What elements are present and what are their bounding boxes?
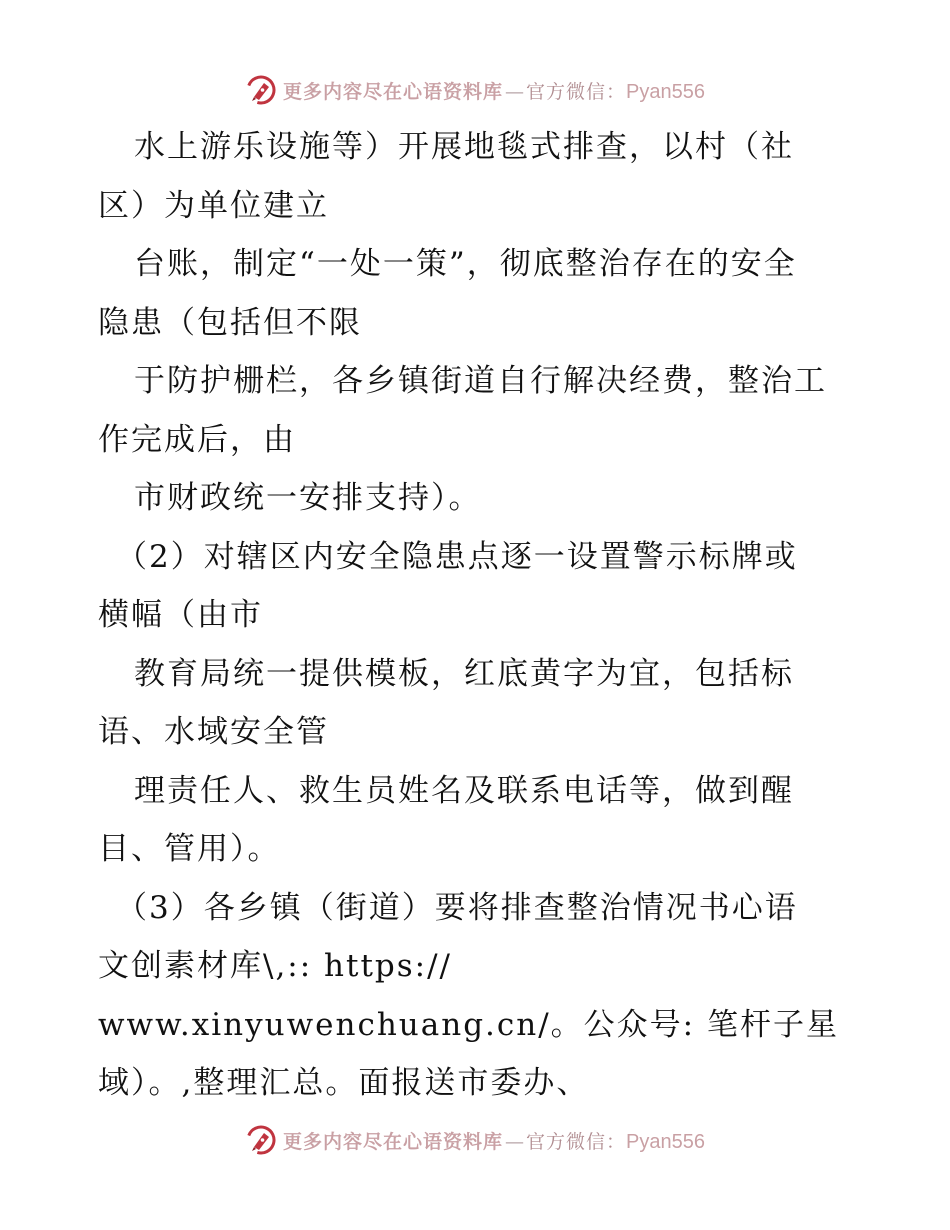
- footer-banner-wechat-id: Pyan556: [626, 1130, 705, 1153]
- pen-nib-logo-icon: [245, 74, 277, 106]
- header-banner-dash: —: [505, 80, 525, 103]
- document-line: 台账，制定“一处一策”，彻底整治存在的安全: [134, 246, 797, 282]
- footer-banner-official-label: 官方微信：: [526, 1130, 627, 1153]
- document-line: 水上游乐设施等）开展地毯式排查，以村（社: [134, 129, 794, 165]
- document-line: 教育局统一提供模板，红底黄字为宜，包括标: [134, 655, 794, 692]
- footer-banner: [0, 1120, 950, 1160]
- header-banner-title: 更多内容尽在心语资料库: [283, 80, 504, 103]
- document-body: [98, 118, 878, 1113]
- document-line: 横幅（由市: [98, 597, 263, 633]
- header-banner-text: [283, 77, 705, 104]
- document-line: 隐患（包括但不限: [98, 304, 362, 341]
- footer-banner-title: 更多内容尽在心语资料库: [283, 1130, 504, 1153]
- document-line: 区）为单位建立: [98, 187, 329, 224]
- header-banner: [0, 70, 950, 110]
- document-line: 语、水域安全管: [98, 714, 329, 750]
- pen-nib-logo-icon: [245, 1124, 277, 1156]
- document-line: （3）各乡镇（街道）要将排查整治情况书心语: [116, 889, 798, 926]
- header-banner-wechat-id: Pyan556: [626, 80, 705, 103]
- document-line: （2）对辖区内安全隐患点逐一设置警示标牌或: [116, 538, 798, 575]
- footer-banner-dash: —: [505, 1130, 525, 1153]
- document-line: 域）。,整理汇总。面报送市委办、: [98, 1065, 590, 1101]
- document-line: 理责任人、救生员姓名及联系电话等，做到醒: [134, 772, 794, 809]
- document-line: 目、管用）。: [98, 831, 281, 867]
- document-line: 于防护栅栏，各乡镇街道自行解决经费，整治工: [134, 363, 827, 399]
- document-line: 市财政统一安排支持）。: [134, 480, 482, 516]
- document-line: 文创素材库\,:: https://: [98, 948, 453, 984]
- document-line: 作完成后，由: [98, 421, 296, 458]
- footer-banner-text: [283, 1127, 705, 1154]
- document-line: www.xinyuwenchuang.cn/。公众号: 笔杆子星: [98, 1006, 839, 1043]
- header-banner-official-label: 官方微信：: [526, 80, 627, 103]
